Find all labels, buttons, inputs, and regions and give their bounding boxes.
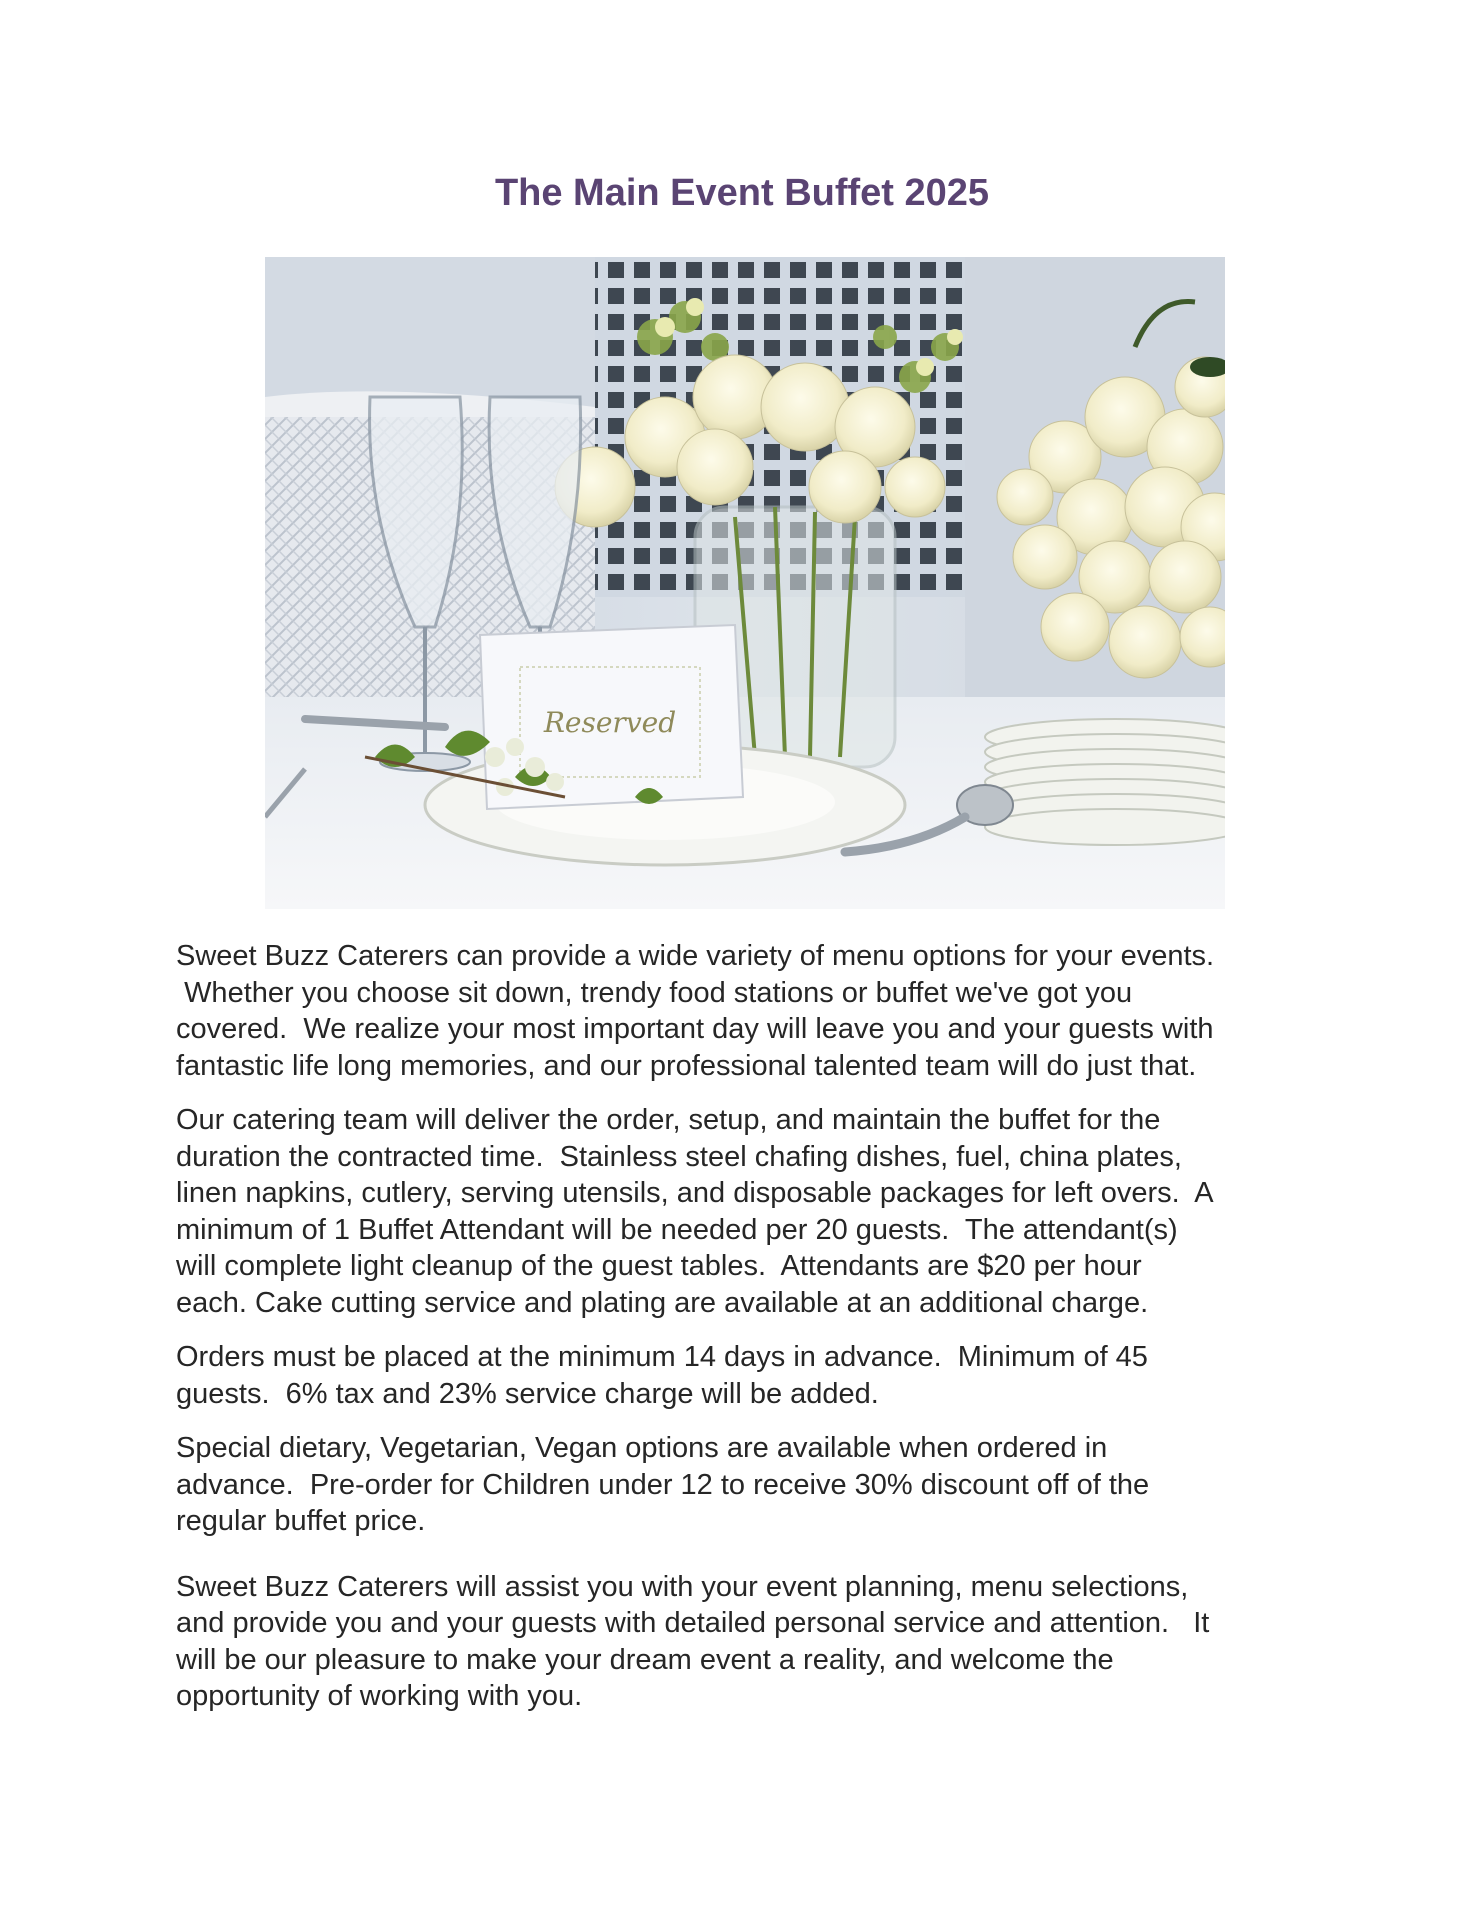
svg-text:Reserved: Reserved: [543, 706, 677, 739]
table-setting-illustration: [265, 257, 1225, 909]
paragraph-orders: Orders must be placed at the minimum 14 days in advance. Minimum of 45 guests. 6% tax and 23% service charge will be added.: [176, 1341, 1148, 1410]
page-title: The Main Event Buffet 2025: [494, 172, 990, 214]
reserved-card: [480, 625, 743, 809]
paragraph-dietary: Special dietary, Vegetarian, Vegan options are available when ordered in advance. Pre-order for Children under 12 to receive 30% discount off of the regular buffet price.: [176, 1432, 1150, 1537]
hero-image: [265, 257, 1225, 909]
paragraph-service: Our catering team will deliver the order, setup, and maintain the buffet for the duration the contracted time. Stainless steel chafing dishes, fuel, china plates, linen napkins, cutlery, serving utensils, and disposable packages for left overs. A minimum of 1 Buffet Attendant will be needed per 20 guests. The attendant(s) will complete light cleanup of the guest tables. Attendants are $20 per hour each. Cake cutting service and plating are available at an additional charge.: [176, 1104, 1214, 1319]
paragraph-closing: Sweet Buzz Caterers will assist you with your event planning, menu selections, and provide you and your guests with detailed personal service and attention. It will be our pleasure to make your dream event a reality, and welcome the opportunity of working with you.: [176, 1570, 1210, 1712]
body-text: [176, 938, 1336, 1715]
paragraph-intro: Sweet Buzz Caterers can provide a wide variety of menu options for your events. Whether you choose sit down, trendy food stations or buffet we've got you covered. We realize your most important day will leave you and your guests with fantastic life long memories, and our professional talented team will do just that.: [176, 940, 1215, 1082]
